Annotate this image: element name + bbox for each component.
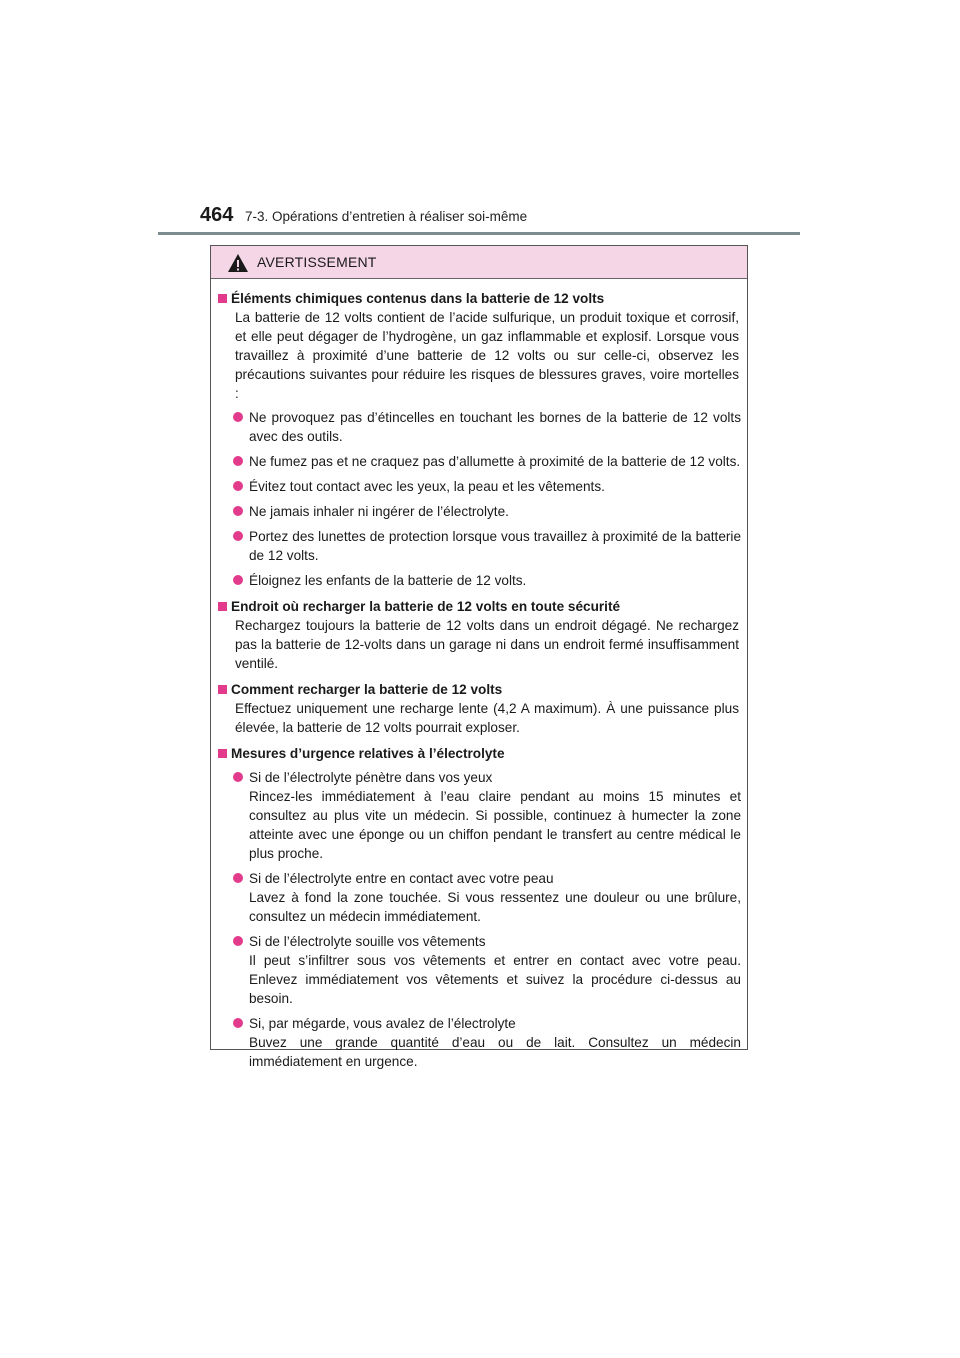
section-title-location: Endroit où recharger la batterie de 12 volts en toute sécurité — [231, 599, 621, 614]
list-item: Ne provoquez pas d’étincelles en touchant les bornes de la batterie de 12 volts avec des outils. — [233, 408, 741, 446]
list-item: Si de l’électrolyte pénètre dans vos yeux Rincez-les immédiatement à l’eau claire pendant au moins 15 minutes et consultez au plus vite un médecin. Si possible, continuez à humecter la zone atteinte avec une éponge ou un chiffon pendant le transfert au centre médical le plus proche. — [233, 768, 741, 863]
list-item: Éloignez les enfants de la batterie de 12 volts. — [233, 571, 741, 590]
section-text-location: Rechargez toujours la batterie de 12 volts dans un endroit dégagé. Ne rechargez pas la batterie de 12-volts dans un garage ni dans un endroit fermé insuffisamment ventilé. — [235, 618, 739, 671]
header-divider — [158, 232, 800, 235]
section-title: 7-3. Opérations d’entretien à réaliser soi-même — [245, 209, 528, 224]
section-text-chemicals: La batterie de 12 volts contient de l’acide sulfurique, un produit toxique et corrosif, et elle peut dégager de l’hydrogène, un gaz inflammable et explosif. Lorsque vous travaillez à proximité d’une batterie de 12 volts ou sur celle-ci, observez les précautions suivantes pour réduire les risques de blessures graves, voire mortelles : — [235, 310, 739, 401]
emergency-list — [217, 768, 741, 1071]
bullet-icon — [233, 481, 243, 491]
section-chemicals — [217, 289, 741, 590]
list-item: Portez des lunettes de protection lorsque vous travaillez à proximité de la batterie de 12 volts. — [233, 527, 741, 565]
warning-box — [210, 245, 748, 1069]
bullet-icon — [233, 873, 243, 883]
list-item: Évitez tout contact avec les yeux, la peau et les vêtements. — [233, 477, 741, 496]
section-marker-icon — [218, 294, 227, 303]
bullet-icon — [233, 412, 243, 422]
bullet-icon — [233, 1018, 243, 1028]
section-emergency — [217, 744, 741, 1071]
section-title-emergency: Mesures d’urgence relatives à l’électrolyte — [231, 746, 505, 761]
list-item: Ne jamais inhaler ni ingérer de l’électrolyte. — [233, 502, 741, 521]
bullet-icon — [233, 506, 243, 516]
warning-header — [211, 246, 747, 279]
warning-triangle-icon — [227, 253, 249, 273]
section-how-to-charge — [217, 680, 741, 737]
section-safe-charging-location — [217, 597, 741, 673]
section-text-charge: Effectuez uniquement une recharge lente (4,2 A maximum). À une puissance plus élevée, la batterie de 12 volts pourrait exploser. — [235, 701, 739, 735]
section-title-charge: Comment recharger la batterie de 12 volts — [231, 682, 503, 697]
section-title-chemicals: Éléments chimiques contenus dans la batterie de 12 volts — [231, 291, 605, 306]
section-marker-icon — [218, 749, 227, 758]
section-marker-icon — [218, 602, 227, 611]
warning-body — [211, 279, 747, 1071]
bullet-icon — [233, 531, 243, 541]
list-item: Si de l’électrolyte souille vos vêtements Il peut s’infiltrer sous vos vêtements et entrer en contact avec votre peau. Enlevez immédiatement vos vêtements et suivez la procédure ci-dessus au besoin. — [233, 932, 741, 1008]
page-number: 464 — [200, 204, 234, 226]
bullet-icon — [233, 575, 243, 585]
list-item: Si de l’électrolyte entre en contact avec votre peau Lavez à fond la zone touchée. Si vous ressentez une douleur ou une brûlure, consultez un médecin immédiatement. — [233, 869, 741, 926]
warning-title: AVERTISSEMENT — [257, 254, 377, 270]
section-marker-icon — [218, 685, 227, 694]
bullet-icon — [233, 936, 243, 946]
list-item: Si, par mégarde, vous avalez de l’électrolyte Buvez une grande quantité d’eau ou de lait. Consultez un médecin immédiatement en urgence. — [233, 1014, 741, 1071]
precautions-list — [217, 408, 741, 590]
bullet-icon — [233, 772, 243, 782]
list-item: Ne fumez pas et ne craquez pas d’allumette à proximité de la batterie de 12 volts. — [233, 452, 741, 471]
bullet-icon — [233, 456, 243, 466]
